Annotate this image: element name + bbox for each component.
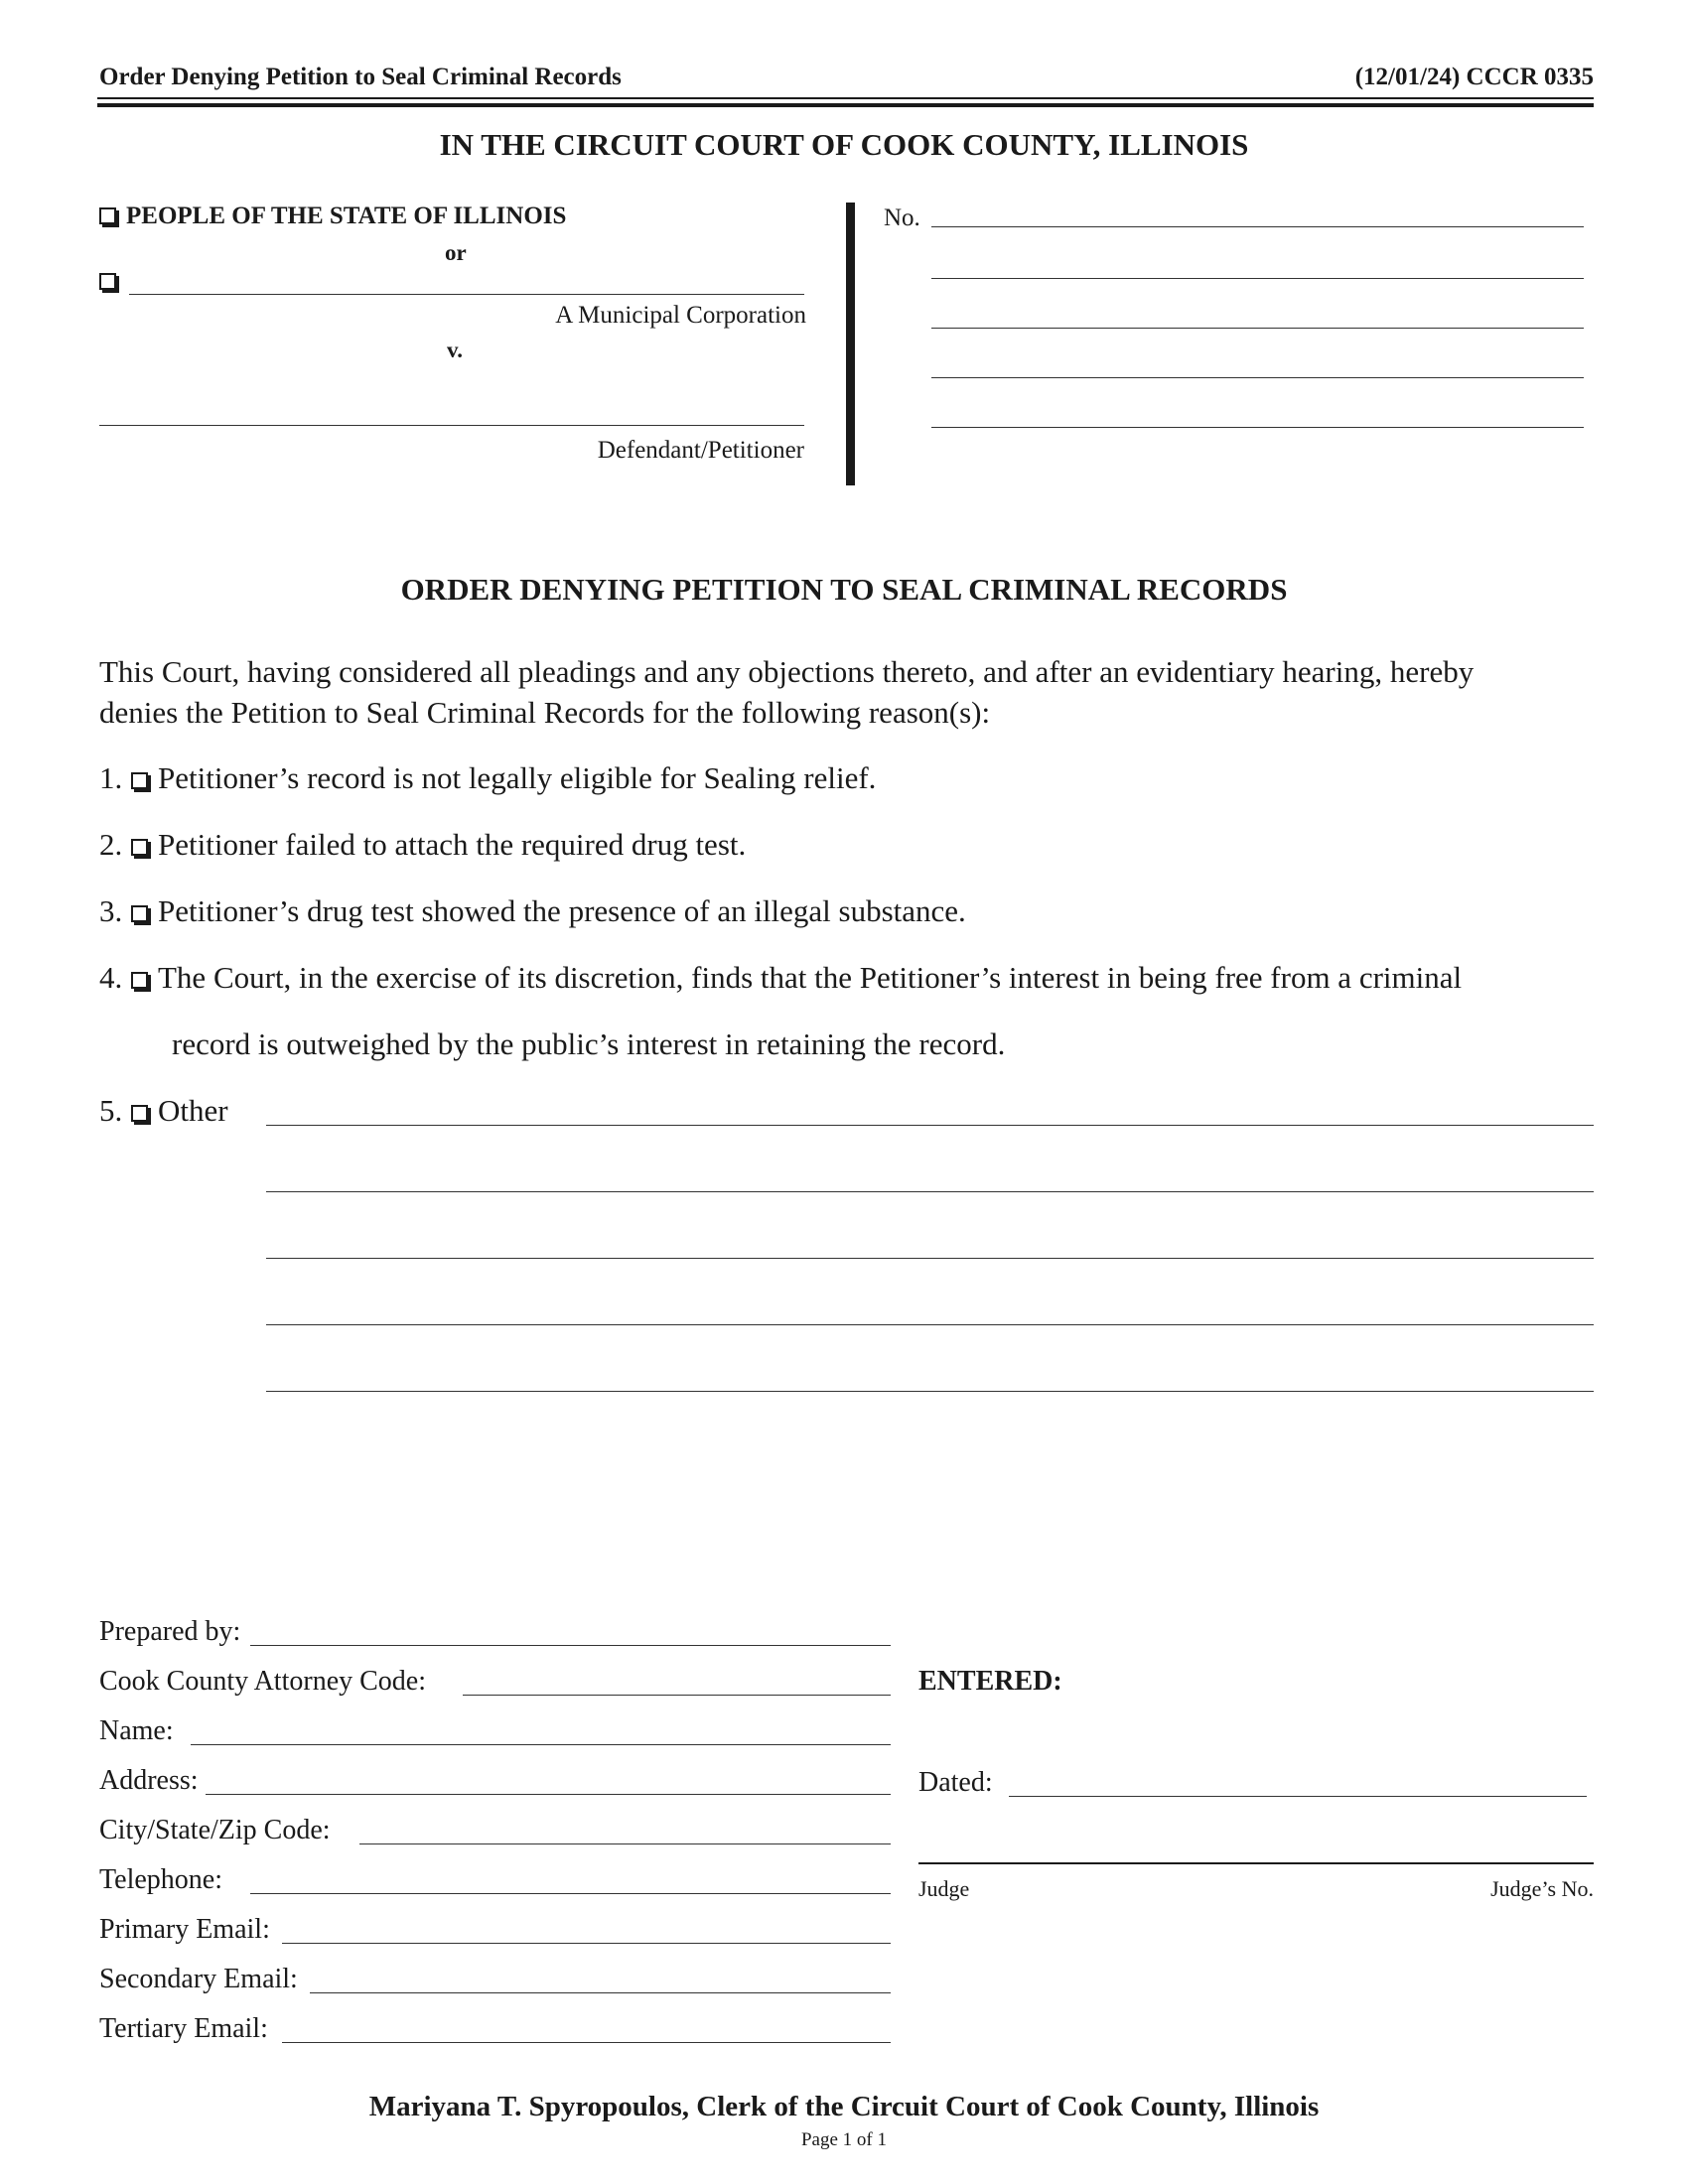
- reason-3-checkbox[interactable]: [131, 905, 148, 922]
- reason-1-text: Petitioner’s record is not legally eligible for Sealing relief.: [158, 760, 877, 795]
- defendant-name-line[interactable]: [99, 425, 804, 426]
- municipal-name-line[interactable]: [129, 294, 804, 295]
- form-code: (12/01/24) CCCR 0335: [1354, 64, 1594, 90]
- court-title: IN THE CIRCUIT COURT OF COOK COUNTY, ILLINOIS: [439, 127, 1249, 162]
- reason-2-text: Petitioner failed to attach the required drug test.: [158, 827, 747, 862]
- reason-1-checkbox[interactable]: [131, 772, 148, 789]
- case-no-label: No.: [884, 205, 920, 231]
- address-line[interactable]: [206, 1794, 891, 1795]
- reason-5-text: Other: [158, 1093, 228, 1128]
- reason-5: [99, 1093, 228, 1129]
- tertiary-email-label: Tertiary Email:: [99, 2013, 268, 2044]
- case-no-line-4[interactable]: [931, 377, 1584, 378]
- clerk-footer: Mariyana T. Spyropoulos, Clerk of the Circuit Court of Cook County, Illinois: [368, 2091, 1320, 2122]
- attorney-code-label: Cook County Attorney Code:: [99, 1666, 426, 1697]
- prepared-by-line[interactable]: [250, 1645, 891, 1646]
- case-no-line-2[interactable]: [931, 278, 1584, 279]
- reason-3: [99, 893, 966, 929]
- reason-5-number: 5.: [99, 1093, 123, 1128]
- reason-3-text: Petitioner’s drug test showed the presence of an illegal substance.: [158, 893, 966, 928]
- reason-2-number: 2.: [99, 827, 123, 862]
- order-title: ORDER DENYING PETITION TO SEAL CRIMINAL RECORDS: [400, 572, 1288, 607]
- case-no-line-3[interactable]: [931, 328, 1584, 329]
- primary-email-line[interactable]: [282, 1943, 891, 1944]
- reason-1: [99, 760, 876, 796]
- other-line-5[interactable]: [266, 1391, 1594, 1392]
- party-option-people: [99, 203, 566, 230]
- case-no-line-1[interactable]: [931, 226, 1584, 227]
- city-state-zip-line[interactable]: [359, 1843, 891, 1844]
- telephone-line[interactable]: [250, 1893, 891, 1894]
- other-line-1[interactable]: [266, 1125, 1594, 1126]
- header-rule-thin: [97, 97, 1594, 99]
- prepared-by-label: Prepared by:: [99, 1616, 241, 1647]
- name-line[interactable]: [191, 1744, 891, 1745]
- telephone-label: Telephone:: [99, 1864, 222, 1895]
- or-text: or: [445, 240, 467, 265]
- municipal-checkbox-wrap: [99, 273, 126, 294]
- dated-line[interactable]: [1009, 1796, 1587, 1797]
- name-label: Name:: [99, 1715, 174, 1746]
- reason-4: [99, 960, 1462, 996]
- entered-label: ENTERED:: [918, 1666, 1062, 1697]
- reason-2-checkbox[interactable]: [131, 839, 148, 856]
- judge-number-label: Judge’s No.: [1490, 1876, 1594, 1901]
- primary-email-label: Primary Email:: [99, 1914, 270, 1945]
- municipal-checkbox[interactable]: [99, 273, 116, 290]
- defendant-label: Defendant/Petitioner: [597, 437, 804, 464]
- intro-line-2: denies the Petition to Seal Criminal Records for the following reason(s):: [99, 695, 991, 730]
- judge-signature-line[interactable]: [918, 1862, 1594, 1864]
- municipal-label: A Municipal Corporation: [555, 302, 806, 329]
- other-line-3[interactable]: [266, 1258, 1594, 1259]
- reason-4-continued: record is outweighed by the public’s interest in retaining the record.: [172, 1026, 1006, 1061]
- intro-line-1: This Court, having considered all pleadings and any objections thereto, and after an evidentiary hearing, hereby: [99, 654, 1475, 689]
- dated-label: Dated:: [918, 1767, 993, 1798]
- attorney-code-line[interactable]: [463, 1695, 891, 1696]
- reason-2: [99, 827, 746, 863]
- city-state-zip-label: City/State/Zip Code:: [99, 1815, 331, 1845]
- header-rule-thick: [97, 103, 1594, 107]
- reason-3-number: 3.: [99, 893, 123, 928]
- caption-divider: [846, 203, 855, 485]
- reason-4-text: The Court, in the exercise of its discretion, finds that the Petitioner’s interest in being free from a criminal: [158, 960, 1463, 995]
- people-checkbox[interactable]: [99, 207, 116, 224]
- reason-4-checkbox[interactable]: [131, 972, 148, 989]
- page-number: Page 1 of 1: [800, 2129, 887, 2150]
- other-line-4[interactable]: [266, 1324, 1594, 1325]
- judge-label: Judge: [918, 1876, 970, 1901]
- tertiary-email-line[interactable]: [282, 2042, 891, 2043]
- reason-4-number: 4.: [99, 960, 123, 995]
- versus-text: v.: [447, 338, 463, 362]
- case-no-line-5[interactable]: [931, 427, 1584, 428]
- reason-1-number: 1.: [99, 760, 123, 795]
- secondary-email-line[interactable]: [310, 1992, 891, 1993]
- other-line-2[interactable]: [266, 1191, 1594, 1192]
- form-title: Order Denying Petition to Seal Criminal Records: [99, 64, 622, 90]
- secondary-email-label: Secondary Email:: [99, 1964, 298, 1994]
- reason-5-checkbox[interactable]: [131, 1105, 148, 1122]
- people-label: PEOPLE OF THE STATE OF ILLINOIS: [126, 203, 567, 229]
- address-label: Address:: [99, 1765, 199, 1796]
